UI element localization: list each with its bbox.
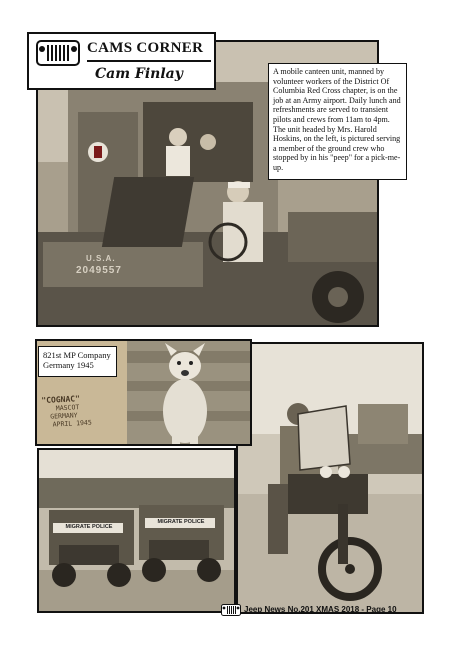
vehicle-marking-line1: U.S.A.	[86, 254, 116, 263]
motorcycle-scene	[238, 344, 422, 612]
jeep-sign-right: MIGRATE POLICE	[157, 519, 205, 525]
handwriting-line1: "COGNAC"	[41, 394, 81, 406]
top-photo-caption: A mobile canteen unit, manned by volunteer workers of the District Of Columbia Red Cross chapter, is on the job at an Army airport. Daily lunch and refreshments are served to transient pilots and crews from 11am to 4pm. The unit headed by Mrs. Harold Hoskins, on the left, is pictured serving a member of the ground crew who stopped by in his "peep" for a pick-me-up.	[268, 63, 407, 180]
author-name: Cam Finlay	[95, 66, 183, 82]
header-box	[27, 32, 216, 90]
jeep-grille-icon	[36, 40, 80, 66]
handwriting-line2: MASCOT	[55, 403, 80, 413]
photo-label-company	[38, 346, 117, 377]
motorcycle-photo	[236, 342, 424, 614]
vehicle-marking-line2: 2049557	[76, 265, 122, 276]
photo-label-line2: Germany 1945	[43, 360, 94, 370]
handwriting-line3: GERMANY	[50, 411, 78, 421]
photo-label-line1: 821st MP Company	[43, 350, 111, 360]
handwriting-line4: APRIL 1945	[52, 418, 92, 429]
title-underline	[87, 60, 211, 62]
jeep-sign-left: MIGRATE POLICE	[65, 524, 113, 530]
footer-page-info: Jeep News No.201 XMAS 2018 - Page 10	[244, 605, 397, 614]
page-title: CAMS CORNER	[87, 40, 204, 56]
jeeps-scene	[39, 450, 234, 611]
military-police-jeeps-photo	[37, 448, 236, 613]
jeep-grille-footer-icon	[221, 604, 241, 616]
handwritten-note	[41, 393, 123, 429]
